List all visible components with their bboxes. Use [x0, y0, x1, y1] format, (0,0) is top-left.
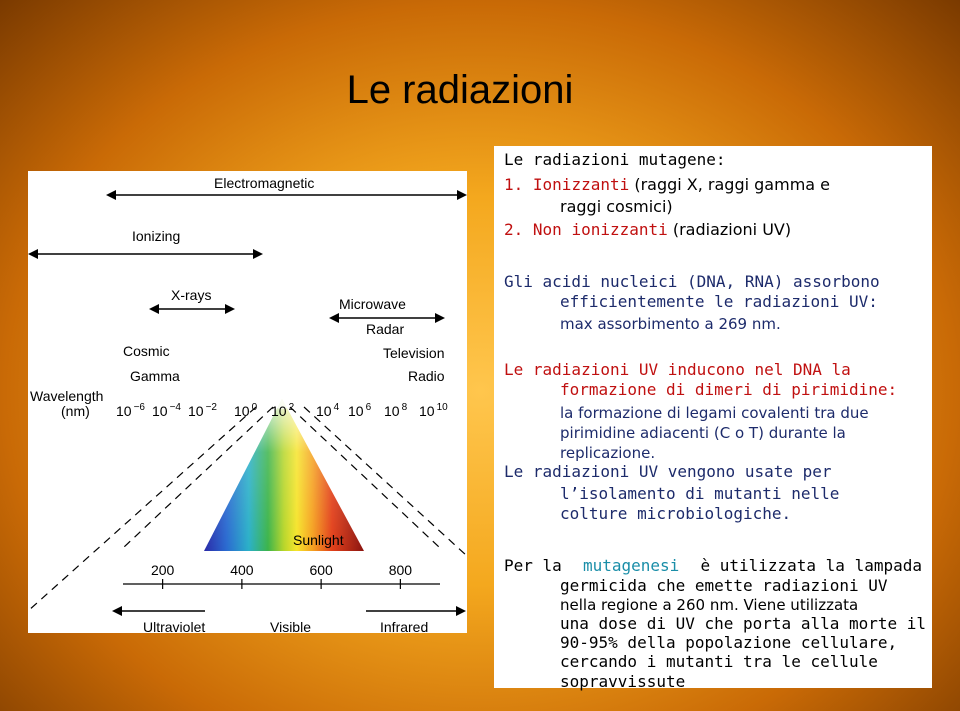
p1-line3: max assorbimento a 269 nm. [560, 315, 781, 333]
cosmic-label: Cosmic [123, 343, 170, 359]
axis-tick-label: 200 [150, 562, 175, 578]
microwave-label: Microwave [339, 296, 406, 312]
electromagnetic-arrow [106, 190, 467, 200]
gamma-label: Gamma [130, 368, 180, 384]
p4-line3: nella regione a 260 nm. Viene utilizzata [560, 596, 859, 614]
axis-tick-label: 600 [309, 562, 333, 578]
item2-rest: (radiazioni UV) [667, 220, 792, 239]
television-label: Television [383, 345, 445, 361]
scale-tick-label: 10 $^{-6}$ [116, 402, 145, 419]
heading: Le radiazioni mutagene: [504, 150, 726, 169]
scale-tick-label: 10 $^4$ [316, 402, 340, 419]
p4-line1: Per la mutagenesi è utilizzata la lampada [504, 556, 922, 575]
text-panel [494, 146, 932, 691]
p1-line1: Gli acidi nucleici (DNA, RNA) assorbono [504, 272, 880, 291]
p2-line3: la formazione di legami covalenti tra due [560, 404, 869, 422]
spectrum-figure [28, 171, 467, 633]
list-item-nonionizing [504, 220, 791, 240]
p4-line4: una dose di UV che porta alla morte il [560, 614, 927, 633]
p2-line2: formazione di dimeri di pirimidine: [560, 380, 898, 399]
axis-tick-label: 800 [388, 562, 413, 578]
p2-line4: pirimidine adiacenti (C o T) durante la [560, 424, 846, 442]
scale-tick-label: 10 $^{10}$ [419, 402, 448, 419]
nm-label: (nm) [61, 403, 90, 419]
list-item-ionizing [504, 175, 830, 195]
p3-line2: l’isolamento di mutanti nelle [560, 484, 840, 503]
radio-label: Radio [408, 368, 445, 384]
visible-axis-ticks [151, 562, 412, 589]
xrays-arrow [149, 304, 235, 314]
p3-line1: Le radiazioni UV vengono usate per [504, 462, 832, 481]
scale-tick-label: 10 $^2$ [271, 402, 295, 419]
p2-line5: replicazione. [560, 444, 656, 462]
radar-label: Radar [366, 321, 405, 337]
scale-tick-label: 10 $^0$ [234, 402, 258, 419]
item1-rest: (raggi X, raggi gamma e [629, 175, 831, 194]
electromagnetic-label: Electromagnetic [214, 175, 315, 191]
scale-tick-label: 10 $^8$ [384, 402, 408, 419]
axis-tick-label: 400 [230, 562, 254, 578]
ultraviolet-label: Ultraviolet [143, 619, 206, 633]
infrared-label: Infrared [380, 619, 429, 633]
p4-line7: sopravvissute [560, 672, 686, 691]
xrays-label: X-rays [171, 287, 212, 303]
sunlight-label: Sunlight [293, 532, 344, 548]
item1-continuation: raggi cosmici) [560, 197, 673, 216]
item2-key: Non ionizzanti [532, 220, 668, 239]
ultraviolet-arrow [112, 606, 205, 616]
scale-tick-label: 10 $^{-2}$ [188, 402, 217, 419]
item2-number: 2. [504, 220, 524, 239]
item1-key: Ionizzanti [532, 175, 630, 194]
infrared-arrow [366, 606, 466, 616]
p3-line3: colture microbiologiche. [560, 504, 792, 523]
wavelength-label: Wavelength [30, 388, 104, 404]
ionizing-arrow [28, 249, 263, 259]
p1-line2: efficientemente le radiazioni UV: [560, 292, 878, 311]
item1-number: 1. [504, 175, 524, 194]
p4-line2: germicida che emette radiazioni UV [560, 576, 888, 595]
wavelength-scale [116, 402, 448, 419]
p4-line6: cercando i mutanti tra le cellule [560, 652, 878, 671]
p4-line5: 90-95% della popolazione cellulare, [560, 633, 898, 652]
scale-tick-label: 10 $^{-4}$ [152, 402, 181, 419]
ionizing-label: Ionizing [132, 228, 181, 244]
slide-title: Le radiazioni [346, 68, 574, 112]
visible-label: Visible [270, 619, 311, 633]
scale-tick-label: 10 $^6$ [348, 402, 372, 419]
p2-line1: Le radiazioni UV inducono nel DNA la [504, 360, 851, 379]
